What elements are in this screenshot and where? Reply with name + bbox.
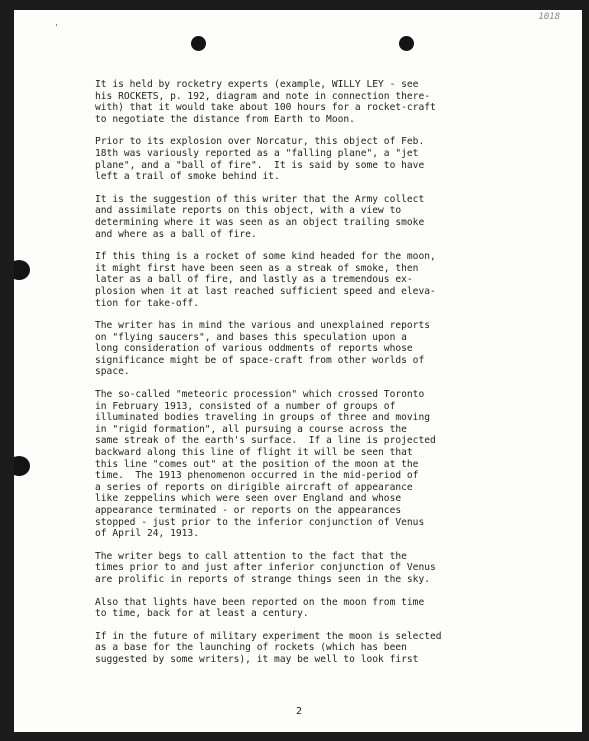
text-line: are prolific in reports of strange things seen in the sky. bbox=[95, 573, 431, 585]
text-line: tion for take-off. bbox=[95, 297, 199, 309]
text-line: as a base for the launching of rockets (which has been bbox=[95, 642, 407, 654]
text-line: left a trail of smoke behind it. bbox=[95, 171, 280, 183]
corner-mark: ' bbox=[54, 23, 59, 32]
text-line: backward along this line of flight it will be seen that bbox=[95, 447, 413, 459]
page-number: 2 bbox=[295, 706, 303, 717]
paragraph bbox=[95, 631, 495, 666]
text-line: space. bbox=[95, 366, 130, 378]
text-line: with) that it would take about 100 hours for a rocket-craft bbox=[95, 102, 436, 114]
text-line: Prior to its explosion over Norcatur, this object of Feb. bbox=[95, 136, 425, 148]
text-line: in February 1913, consisted of a number of groups of bbox=[95, 400, 396, 412]
page-stamp: 1018 bbox=[538, 12, 560, 22]
text-line: long consideration of various oddments of reports whose bbox=[95, 343, 413, 355]
text-line: and where as a ball of fire. bbox=[95, 228, 257, 240]
text-line: appearance terminated - or reports on the appearances bbox=[95, 505, 402, 516]
text-line: it might first have been seen as a streak of smoke, then bbox=[95, 262, 419, 274]
text-line: The writer begs to call attention to the fact that the bbox=[95, 550, 407, 562]
text-line: plane", and a "ball of fire". It is said by some to have bbox=[95, 159, 425, 171]
text-line: stopped - just prior to the inferior conjunction of Venus bbox=[95, 516, 425, 528]
paper-page bbox=[14, 10, 582, 732]
text-line: to time, back for at least a century. bbox=[95, 608, 309, 620]
text-line: significance might be of space-craft from other worlds of bbox=[95, 354, 425, 366]
text-line: later as a ball of fire, and lastly as a tremendous ex- bbox=[95, 274, 413, 286]
paragraph bbox=[95, 551, 495, 586]
text-line: this line "comes out" at the position of the moon at the bbox=[95, 458, 419, 470]
text-line: If this thing is a rocket of some kind headed for the moon, bbox=[95, 251, 436, 263]
text-line: It is held by rocketry experts (example, WILLY LEY - see bbox=[95, 79, 419, 90]
paragraph bbox=[95, 194, 495, 240]
text-line: in "rigid formation", all pursuing a course across the bbox=[95, 423, 407, 435]
text-line: It is the suggestion of this writer that the Army collect bbox=[95, 193, 425, 205]
text-line: same streak of the earth's surface. If a line is projected bbox=[95, 435, 436, 447]
punch-hole-top-right bbox=[399, 36, 414, 51]
paragraph bbox=[95, 136, 495, 182]
typewritten-body bbox=[95, 79, 495, 677]
text-line: If in the future of military experiment the moon is selected bbox=[95, 630, 442, 642]
text-line: and assimilate reports on this object, with a view to bbox=[95, 205, 402, 217]
punch-hole-top-left bbox=[191, 36, 206, 51]
text-line: suggested by some writers), it may be well to look first bbox=[95, 653, 419, 665]
text-line: his ROCKETS, p. 192, diagram and note in connection there- bbox=[95, 90, 431, 102]
punch-hole-left-lower bbox=[14, 456, 30, 476]
text-line: of April 24, 1913. bbox=[95, 528, 199, 540]
paragraph bbox=[95, 79, 495, 125]
text-line: Also that lights have been reported on the moon from time bbox=[95, 596, 425, 608]
text-line: 18th was variously reported as a "falling plane", a "jet bbox=[95, 147, 419, 159]
text-line: plosion when it at last reached sufficient speed and eleva- bbox=[95, 285, 436, 297]
punch-hole-left-upper bbox=[14, 260, 30, 280]
text-line: time. The 1913 phenomenon occurred in the mid-period of bbox=[95, 470, 419, 482]
text-line: on "flying saucers", and bases this speculation upon a bbox=[95, 331, 407, 343]
text-line: The writer has in mind the various and unexplained reports bbox=[95, 320, 431, 332]
text-line: determining where it was seen as an object trailing smoke bbox=[95, 216, 425, 228]
text-line: a series of reports on dirigible aircraft of appearance bbox=[95, 481, 413, 493]
paragraph bbox=[95, 320, 495, 378]
text-line: times prior to and just after inferior conjunction of Venus bbox=[95, 562, 436, 574]
text-line: like zeppelins which were seen over England and whose bbox=[95, 493, 402, 505]
text-line: to negotiate the distance from Earth to Moon. bbox=[95, 113, 355, 125]
paragraph bbox=[95, 389, 495, 540]
text-line: The so-called "meteoric procession" which crossed Toronto bbox=[95, 389, 425, 401]
paragraph bbox=[95, 597, 495, 620]
text-line: illuminated bodies traveling in groups of three and moving bbox=[95, 412, 431, 424]
paragraph bbox=[95, 251, 495, 309]
